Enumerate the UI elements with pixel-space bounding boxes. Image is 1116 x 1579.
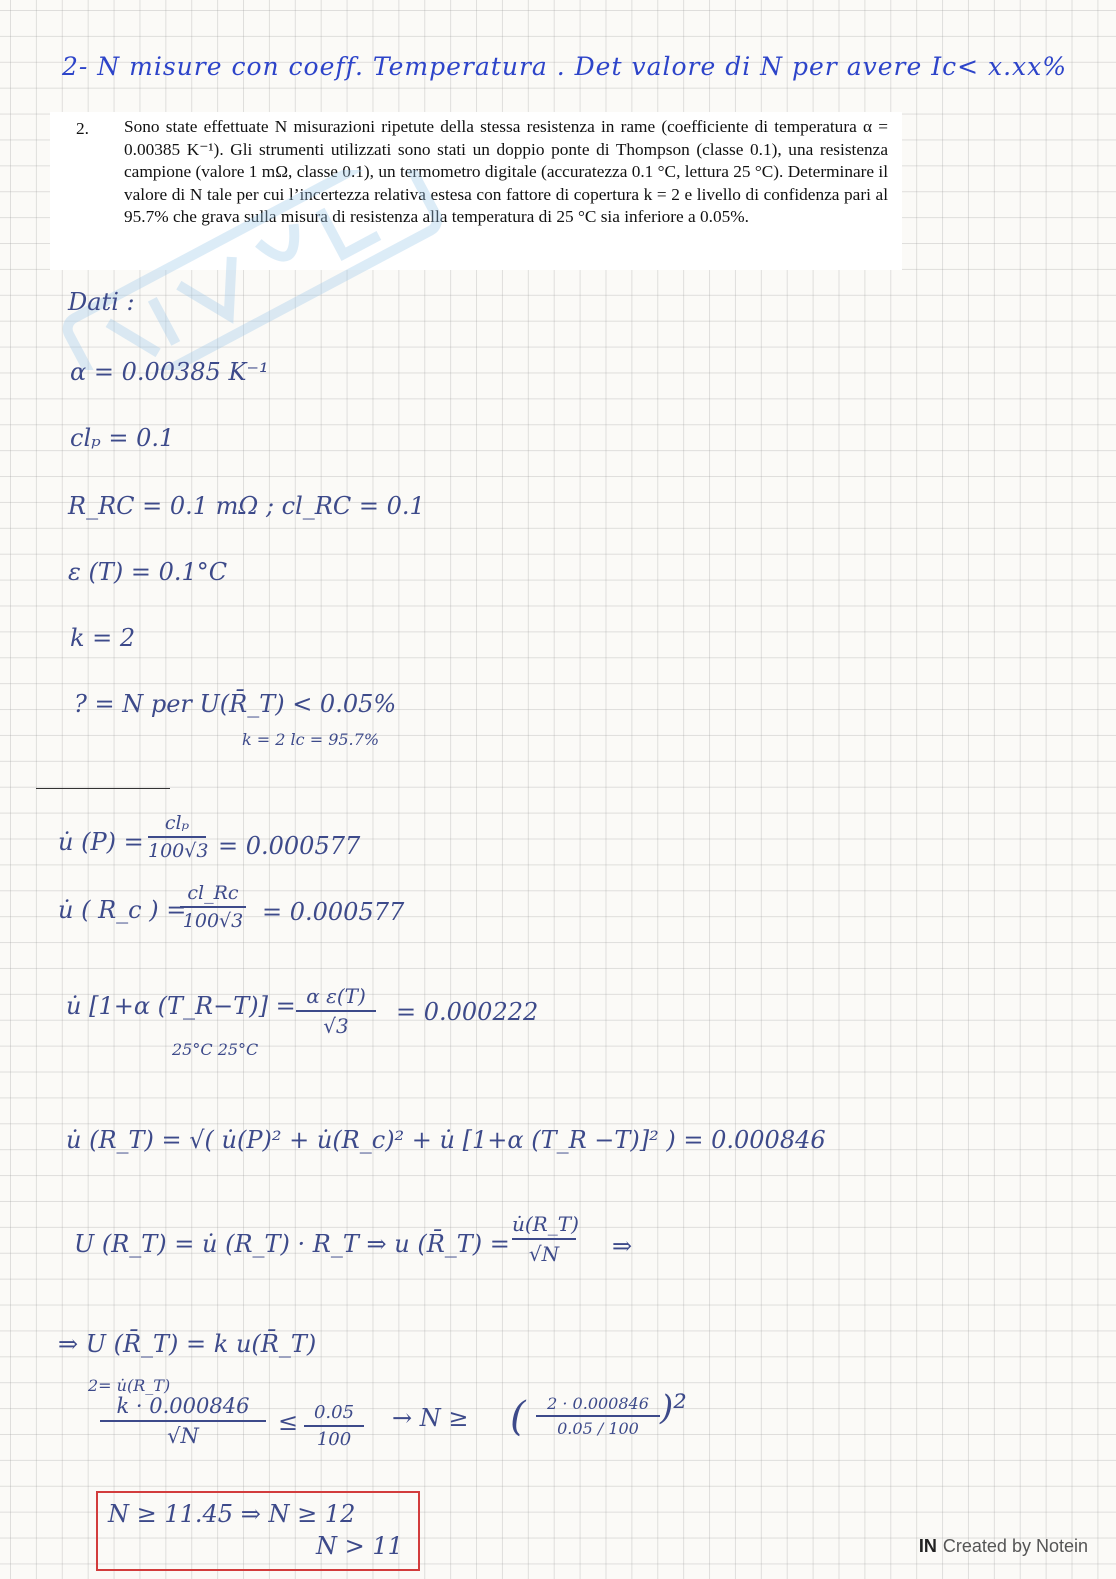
urc-numerator: cl_Rc xyxy=(187,882,239,904)
inequality-left-numerator: k · 0.000846 xyxy=(116,1394,250,1418)
result-line-2: N > 11 xyxy=(316,1532,403,1560)
mean-uncertainty-left: U (R_T) = u̇ (R_T) · R_T ⇒ u (R̄_T) = xyxy=(74,1230,510,1258)
given-alpha: α = 0.00385 K⁻¹ xyxy=(70,358,269,386)
up-value: = 0.000577 xyxy=(218,832,361,860)
credit-text: Created by Notein xyxy=(942,1536,1088,1556)
given-thermometer: ε (T) = 0.1°C xyxy=(68,558,228,586)
inequality-arrow: → N ≥ xyxy=(392,1404,469,1432)
inequality-right-numerator: 0.05 xyxy=(313,1402,355,1423)
combined-uncertainty: u̇ (R_T) = √( u̇(P)² + u̇(R_c)² + u̇ [1+α (T_R −T)]² ) = 0.000846 xyxy=(66,1126,826,1154)
inequality-left-fraction xyxy=(100,1394,266,1448)
given-question-sub: k = 2 lc = 95.7% xyxy=(242,730,380,749)
problem-text: Sono state effettuate N misurazioni ripetute della stessa resistenza in rame (coefficiente di temperatura α = 0.00385 K⁻¹). Gli strumenti utilizzati sono stati un doppio ponte di Thompson (classe 0.1), una resistenza campione (valore 1 mΩ, classe 0.1), un termometro digitale (accuratezza 0.1 °C, lettura 25 °C). Determinare il valore di N tale per cui l’incertezza relativa estesa con fattore di copertura k = 2 e livello di confidenza pari al 95.7% che grava sulla misura di resistenza alla temperatura di 25 °C sia inferiore a 0.05%. xyxy=(124,117,888,227)
given-bridge-class: clₚ = 0.1 xyxy=(70,424,175,452)
mean-uncertainty-fraction xyxy=(512,1212,579,1266)
inequality-sign: ≤ xyxy=(278,1408,299,1436)
inequality-bracket-numerator: 2 · 0.000846 xyxy=(547,1394,649,1413)
divider xyxy=(36,788,170,789)
notein-logo-icon: IN xyxy=(918,1536,937,1556)
watermark-logo xyxy=(40,170,460,370)
result-line-1: N ≥ 11.45 ⇒ N ≥ 12 xyxy=(108,1500,356,1528)
up-numerator: clₚ xyxy=(164,812,190,834)
mean-uncertainty-arrow: ⇒ xyxy=(612,1232,633,1260)
inequality-open-paren: ( xyxy=(510,1394,526,1440)
app-credit xyxy=(919,1536,1088,1557)
urc-value: = 0.000577 xyxy=(262,898,405,926)
given-coverage-factor: k = 2 xyxy=(70,624,136,652)
up-denominator: 100√3 xyxy=(148,840,209,862)
inequality-close-paren: )² xyxy=(660,1388,687,1428)
ut-denominator: √3 xyxy=(323,1014,349,1038)
ut-numerator: α ε(T) xyxy=(306,984,366,1008)
inequality-bracket-fraction xyxy=(536,1394,660,1438)
urc-left: u̇ ( R_c ) = xyxy=(58,896,187,924)
problem-number: 2. xyxy=(76,119,89,138)
inequality-right-fraction xyxy=(304,1402,364,1450)
inequality-bracket-denominator: 0.05 / 100 xyxy=(557,1419,639,1438)
urc-fraction xyxy=(180,882,246,932)
ut-value: = 0.000222 xyxy=(396,998,539,1026)
up-left: u̇ (P) = xyxy=(58,828,144,856)
inequality-right-denominator: 100 xyxy=(316,1429,352,1450)
given-reference-resistor: R_RC = 0.1 mΩ ; cl_RC = 0.1 xyxy=(68,492,425,520)
ut-fraction xyxy=(296,984,376,1038)
given-label: Dati : xyxy=(68,288,135,316)
ut-subscript: 25°C 25°C xyxy=(172,1040,259,1059)
urc-denominator: 100√3 xyxy=(182,910,244,932)
expanded-uncertainty: ⇒ U (R̄_T) = k u(R̄_T) xyxy=(58,1330,317,1358)
ut-left: u̇ [1+α (T_R−T)] = xyxy=(66,992,296,1020)
given-question: ? = N per U(R̄_T) < 0.05% xyxy=(74,690,397,718)
mean-uncertainty-denominator: √N xyxy=(528,1242,560,1266)
up-fraction xyxy=(148,812,209,862)
exercise-heading: 2- N misure con coeff. Temperatura . Det valore di N per avere Ic< x.xx% xyxy=(62,52,1067,81)
inequality-annotation: 2= u̇(R_T) xyxy=(88,1376,171,1395)
inequality-left-denominator: √N xyxy=(167,1424,199,1448)
mean-uncertainty-numerator: u̇(R_T) xyxy=(512,1212,579,1236)
